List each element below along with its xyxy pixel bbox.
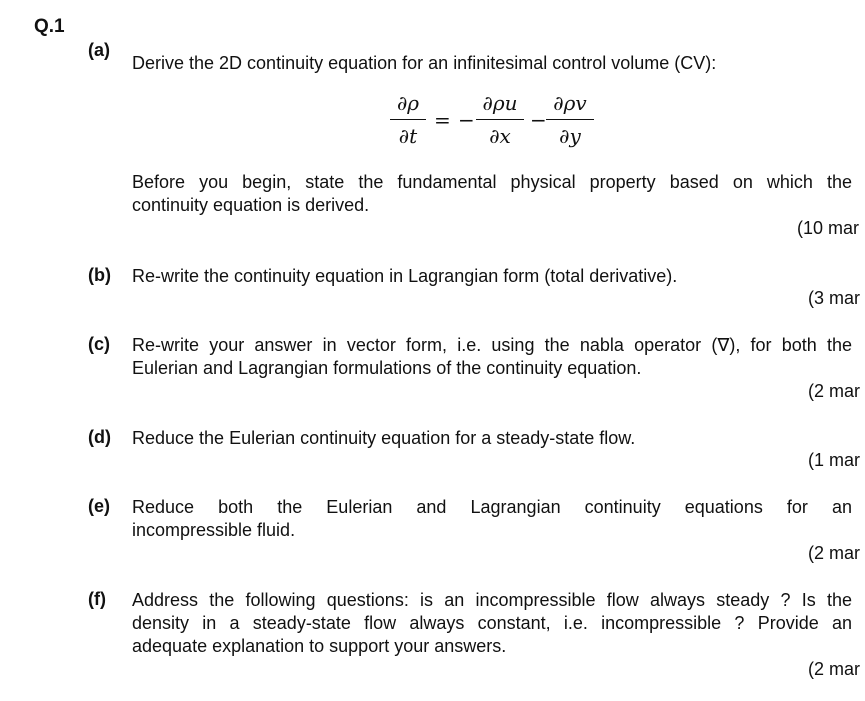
lhs-fraction	[390, 90, 426, 149]
minus-sign-2: −	[530, 108, 547, 132]
term1-numerator: ∂ρu	[476, 90, 524, 120]
part-d-marks: (1 mar	[808, 450, 861, 470]
part-f-label: (f)	[88, 589, 106, 609]
part-f-marks: (2 mar	[808, 659, 861, 679]
part-c-marks: (2 mar	[808, 381, 861, 401]
part-a-marks: (10 mar	[797, 218, 860, 238]
lhs-denominator: ∂t	[398, 124, 418, 148]
part-a-followup	[132, 171, 852, 217]
part-e-text	[132, 496, 852, 542]
part-a-followup-line-1: Before you begin, state the fundamental physical property based on which the	[132, 172, 852, 192]
part-f-text	[132, 589, 852, 658]
part-c-text	[132, 334, 852, 380]
part-b-line-1: Re-write the continuity equation in Lagrangian form (total derivative).	[132, 266, 678, 286]
continuity-equation	[390, 90, 620, 160]
part-c-label: (c)	[88, 334, 110, 354]
part-d-text	[132, 427, 852, 450]
part-b-marks: (3 mar	[808, 288, 861, 308]
term2-numerator: ∂ρv	[546, 90, 594, 120]
term2-fraction	[546, 90, 594, 149]
lhs-numerator: ∂ρ	[390, 90, 426, 120]
part-a-line-1: Derive the 2D continuity equation for an infinitesimal control volume (CV):	[132, 53, 717, 73]
part-a-text	[132, 52, 852, 75]
question-number: Q.1	[34, 16, 65, 37]
equals-sign: =	[434, 108, 451, 132]
part-f-line-1: Address the following questions: is an incompressible flow always steady ? Is the	[132, 590, 852, 610]
minus-sign-1: −	[458, 108, 475, 132]
part-e-line-2: incompressible fluid.	[132, 520, 296, 540]
part-d-label: (d)	[88, 427, 111, 447]
part-c-line-1: Re-write your answer in vector form, i.e. using the nabla operator (∇), for both the	[132, 335, 852, 355]
term2-denominator: ∂y	[559, 124, 581, 148]
part-d-line-1: Reduce the Eulerian continuity equation for a steady-state flow.	[132, 428, 636, 448]
part-e-line-1: Reduce both the Eulerian and Lagrangian continuity equations for an	[132, 497, 852, 517]
part-b-label: (b)	[88, 265, 111, 285]
part-f-line-3: adequate explanation to support your answers.	[132, 636, 507, 656]
term1-denominator: ∂x	[489, 124, 511, 148]
part-e-marks: (2 mar	[808, 543, 861, 563]
part-f-line-2: density in a steady-state flow always constant, i.e. incompressible ? Provide an	[132, 613, 852, 633]
term1-fraction	[476, 90, 524, 149]
part-e-label: (e)	[88, 496, 110, 516]
part-c-line-2: Eulerian and Lagrangian formulations of the continuity equation.	[132, 358, 642, 378]
part-b-text	[132, 265, 852, 288]
part-a-label: (a)	[88, 40, 110, 60]
part-a-followup-line-2: continuity equation is derived.	[132, 195, 370, 215]
